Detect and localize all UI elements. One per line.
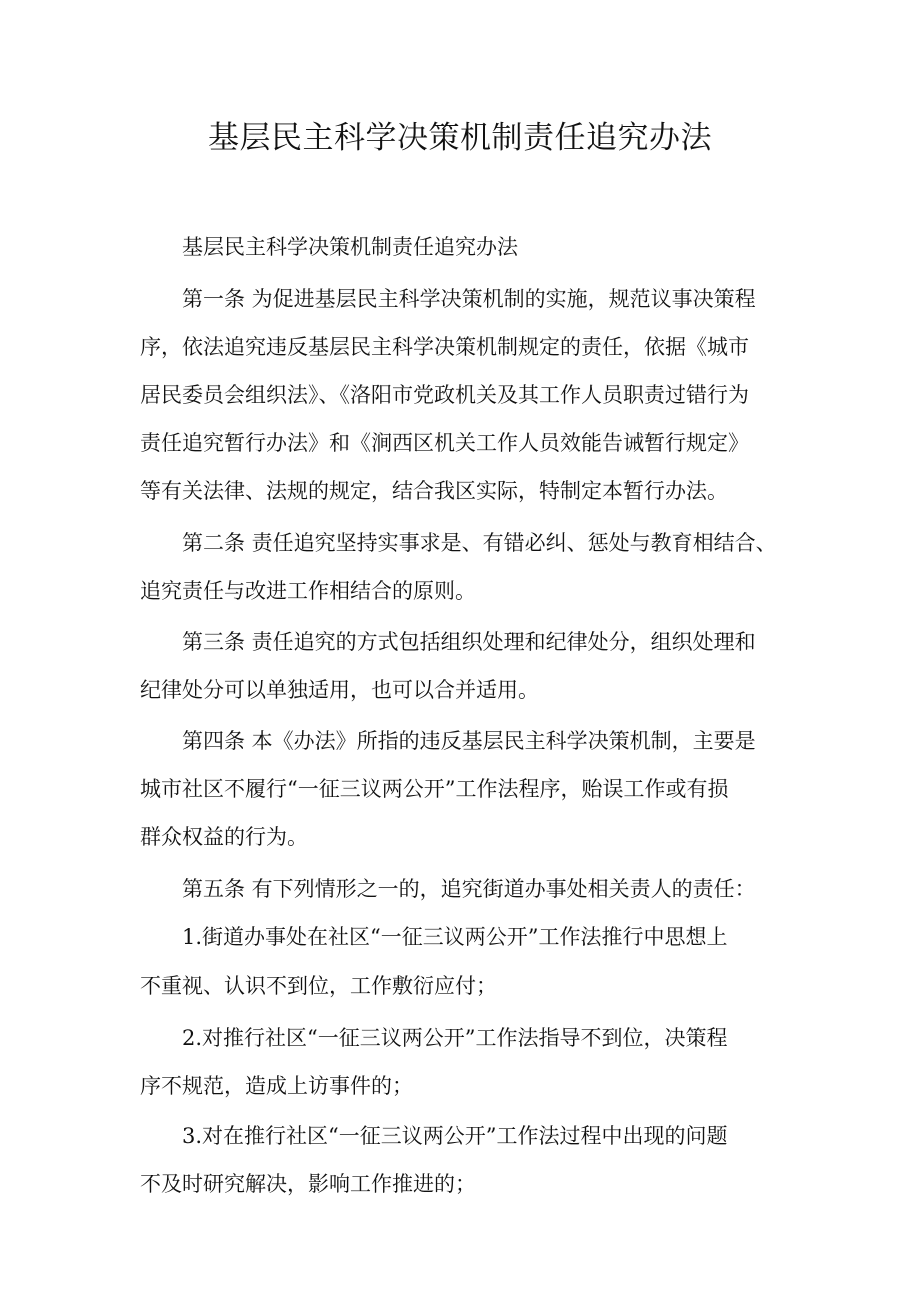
article-5-line-1: 第五条 有下列情形之一的，追究街道办事处相关责人的责任： [182, 877, 756, 901]
item-2-line-2: 序不规范，造成上访事件的； [140, 1074, 413, 1098]
item-1-line-2: 不重视、认识不到位，工作敷衍应付； [140, 974, 497, 998]
article-1-line-2: 序，依法追究违反基层民主科学决策机制规定的责任，依据《城市 [140, 335, 749, 359]
article-1-line-1: 第一条 为促进基层民主科学决策机制的实施，规范议事决策程 [182, 287, 756, 311]
article-4-line-3: 群众权益的行为。 [140, 825, 308, 849]
article-1-line-3: 居民委员会组织法》、《洛阳市党政机关及其工作人员职责过错行为 [140, 383, 749, 407]
article-2-line-2: 追究责任与改进工作相结合的原则。 [140, 579, 476, 603]
article-3-line-1: 第三条 责任追究的方式包括组织处理和纪律处分，组织处理和 [182, 630, 756, 654]
document-title: 基层民主科学决策机制责任追究办法 [208, 120, 712, 156]
item-1-line-1: 1.街道办事处在社区“一征三议两公开”工作法推行中思想上 [182, 925, 728, 949]
article-2-line-1: 第二条 责任追究坚持实事求是、有错必纠、惩处与教育相结合、 [182, 531, 777, 555]
article-1-line-5: 等有关法律、法规的规定，结合我区实际，特制定本暂行办法。 [140, 479, 728, 503]
article-4-line-1: 第四条 本《办法》所指的违反基层民主科学决策机制，主要是 [182, 729, 756, 753]
subtitle-line: 基层民主科学决策机制责任追究办法 [182, 235, 518, 259]
item-3-line-1: 3.对在推行社区“一征三议两公开”工作法过程中出现的问题 [182, 1124, 728, 1148]
item-2-line-1: 2.对推行社区“一征三议两公开”工作法指导不到位，决策程 [182, 1026, 728, 1050]
article-1-line-4: 责任追究暂行办法》和《涧西区机关工作人员效能告诫暂行规定》 [140, 431, 749, 455]
article-3-line-2: 纪律处分可以单独适用，也可以合并适用。 [140, 678, 539, 702]
item-3-line-2: 不及时研究解决，影响工作推进的； [140, 1172, 476, 1196]
article-4-line-2: 城市社区不履行“一征三议两公开”工作法程序，贻误工作或有损 [140, 777, 729, 801]
